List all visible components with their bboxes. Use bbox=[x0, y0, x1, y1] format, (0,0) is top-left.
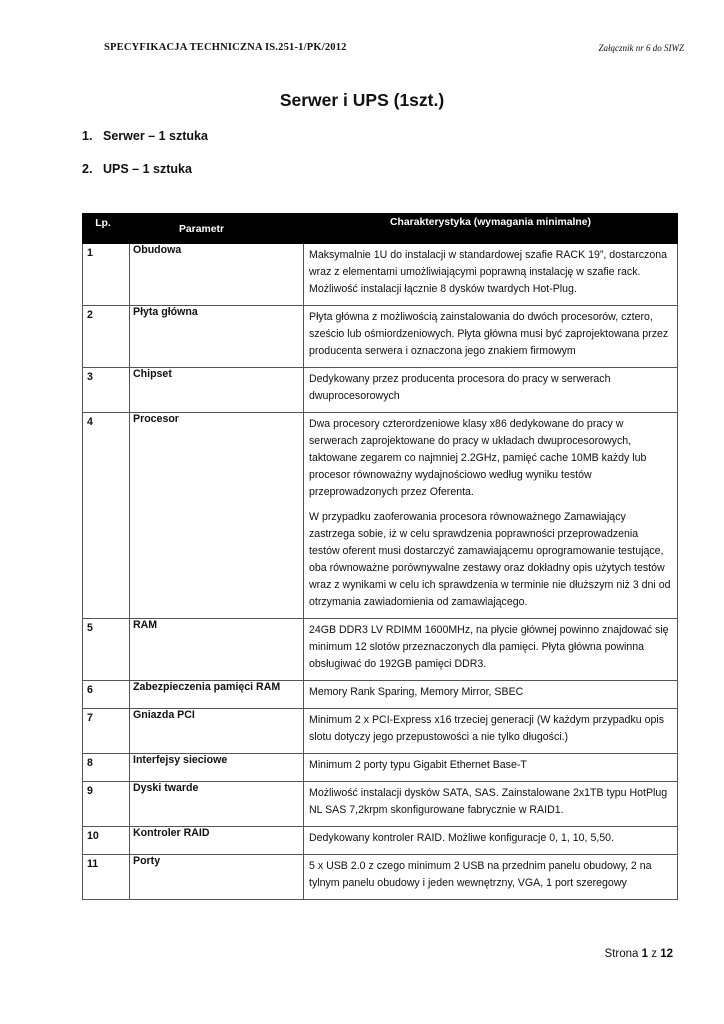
header-parameter: Parametr bbox=[130, 214, 304, 244]
characteristics-paragraph: Maksymalnie 1U do instalacji w standardowej szafie RACK 19”, dostarczona wraz z elementami umożliwiającymi poprawną instalację w szafie rack. Możliwość instalacji łącznie 8 dysków twardych Hot-Plug. bbox=[309, 249, 667, 295]
row-number: 4 bbox=[83, 413, 130, 619]
section-label: UPS – 1 sztuka bbox=[103, 162, 192, 176]
table-row bbox=[83, 681, 678, 709]
row-parameter: Dyski twarde bbox=[130, 782, 304, 827]
table-row bbox=[83, 709, 678, 754]
table-row bbox=[83, 619, 678, 681]
section-list bbox=[82, 127, 208, 193]
table-body bbox=[83, 244, 678, 900]
page-number: 1 bbox=[641, 948, 649, 960]
section-item bbox=[82, 127, 208, 160]
specification-table bbox=[82, 213, 678, 900]
characteristics-paragraph: Minimum 2 porty typu Gigabit Ethernet Base-T bbox=[309, 759, 527, 771]
document-reference: SPECYFIKACJA TECHNICZNA IS.251-1/PK/2012 bbox=[104, 42, 347, 53]
table-header bbox=[83, 214, 678, 244]
row-number: 6 bbox=[83, 681, 130, 709]
row-characteristics bbox=[304, 413, 678, 619]
table-row bbox=[83, 827, 678, 855]
row-parameter: Interfejsy sieciowe bbox=[130, 754, 304, 782]
table-row bbox=[83, 855, 678, 900]
characteristics-paragraph: Minimum 2 x PCI-Express x16 trzeciej generacji (W każdym przypadku opis slotu dotyczy jego przepustowości a nie tylko długości.) bbox=[309, 714, 665, 743]
table-row bbox=[83, 368, 678, 413]
row-parameter: Gniazda PCI bbox=[130, 709, 304, 754]
row-parameter: RAM bbox=[130, 619, 304, 681]
section-number: 2. bbox=[82, 162, 93, 176]
header-characteristics: Charakterystyka (wymagania minimalne) bbox=[304, 214, 678, 244]
section-item bbox=[82, 160, 208, 193]
table-row bbox=[83, 244, 678, 306]
page-total: 12 bbox=[660, 948, 673, 960]
characteristics-paragraph: 5 x USB 2.0 z czego minimum 2 USB na przednim panelu obudowy, 2 na tylnym panelu obudowy i jeden wewnętrzny, VGA, 1 port szeregowy bbox=[309, 860, 652, 889]
characteristics-paragraph: W przypadku zaoferowania procesora równoważnego Zamawiający zastrzega sobie, iż w celu sprawdzenia poprawności przeprowadzenia testów oferent musi dostarczyć zamawiającemu oprogramowanie testujące, oba równoważne porównywalne zestawy oraz dokładny opis użytych testów wraz z wynikami w celu ich sprawdzenia w terminie nie dłuższym niż 3 dni od otrzymania zawiadomienia od zamawiającego. bbox=[309, 511, 671, 608]
row-parameter: Płyta główna bbox=[130, 306, 304, 368]
section-label: Serwer – 1 sztuka bbox=[103, 129, 208, 143]
section-number: 1. bbox=[82, 129, 93, 143]
row-number: 2 bbox=[83, 306, 130, 368]
table-row bbox=[83, 782, 678, 827]
row-parameter: Kontroler RAID bbox=[130, 827, 304, 855]
characteristics-paragraph: 24GB DDR3 LV RDIMM 1600MHz, na płycie głównej powinno znajdować się minimum 12 slotów przeznaczonych dla pamięci. Płyta główna powinna obsługiwać do 192GB pamięci DDR3. bbox=[309, 624, 669, 670]
table-row bbox=[83, 754, 678, 782]
page-title: Serwer i UPS (1szt.) bbox=[279, 90, 445, 110]
row-parameter: Porty bbox=[130, 855, 304, 900]
row-characteristics bbox=[304, 709, 678, 754]
page-separator: z bbox=[651, 948, 657, 960]
attachment-note: Załącznik nr 6 do SIWZ bbox=[598, 43, 684, 53]
row-characteristics bbox=[304, 754, 678, 782]
row-characteristics bbox=[304, 244, 678, 306]
row-parameter: Obudowa bbox=[130, 244, 304, 306]
table-row bbox=[83, 413, 678, 619]
row-characteristics bbox=[304, 368, 678, 413]
characteristics-paragraph: Dedykowany przez producenta procesora do pracy w serwerach dwuprocesorowych bbox=[309, 373, 611, 402]
row-number: 8 bbox=[83, 754, 130, 782]
characteristics-paragraph: Memory Rank Sparing, Memory Mirror, SBEC bbox=[309, 686, 524, 698]
row-characteristics bbox=[304, 827, 678, 855]
row-number: 9 bbox=[83, 782, 130, 827]
row-number: 5 bbox=[83, 619, 130, 681]
row-number: 3 bbox=[83, 368, 130, 413]
characteristics-paragraph: Możliwość instalacji dysków SATA, SAS. Zainstalowane 2x1TB typu HotPlug NL SAS 7,2krpm skonfigurowane fabrycznie w RAID1. bbox=[309, 787, 668, 816]
page-footer bbox=[605, 948, 673, 960]
row-number: 7 bbox=[83, 709, 130, 754]
characteristics-paragraph: Dedykowany kontroler RAID. Możliwe konfiguracje 0, 1, 10, 5,50. bbox=[309, 832, 615, 844]
row-characteristics bbox=[304, 306, 678, 368]
row-characteristics bbox=[304, 681, 678, 709]
row-parameter: Procesor bbox=[130, 413, 304, 619]
row-number: 10 bbox=[83, 827, 130, 855]
characteristics-paragraph: Dwa procesory czterordzeniowe klasy x86 dedykowane do pracy w serwerach zaprojektowane do pracy w układach dwuprocesorowych, taktowane zegarem co najmniej 2.2GHz, pamięć cache 10MB każdy lub procesor równoważny wydajnościowo według wyniku testów przeprowadzonych przez Oferenta. bbox=[309, 418, 647, 498]
header-lp: Lp. bbox=[83, 214, 130, 244]
table-row bbox=[83, 306, 678, 368]
row-number: 11 bbox=[83, 855, 130, 900]
row-characteristics bbox=[304, 619, 678, 681]
row-number: 1 bbox=[83, 244, 130, 306]
row-parameter: Chipset bbox=[130, 368, 304, 413]
characteristics-paragraph: Płyta główna z możliwością zainstalowania do dwóch procesorów, cztero, sześcio lub ośmiordzeniowych. Płyta główna musi być zaprojektowana przez producenta serwera i oznaczona jego znakiem firmowym bbox=[309, 311, 669, 357]
row-parameter: Zabezpieczenia pamięci RAM bbox=[130, 681, 304, 709]
page-label: Strona bbox=[604, 948, 639, 960]
row-characteristics bbox=[304, 855, 678, 900]
row-characteristics bbox=[304, 782, 678, 827]
page-header bbox=[104, 42, 684, 58]
